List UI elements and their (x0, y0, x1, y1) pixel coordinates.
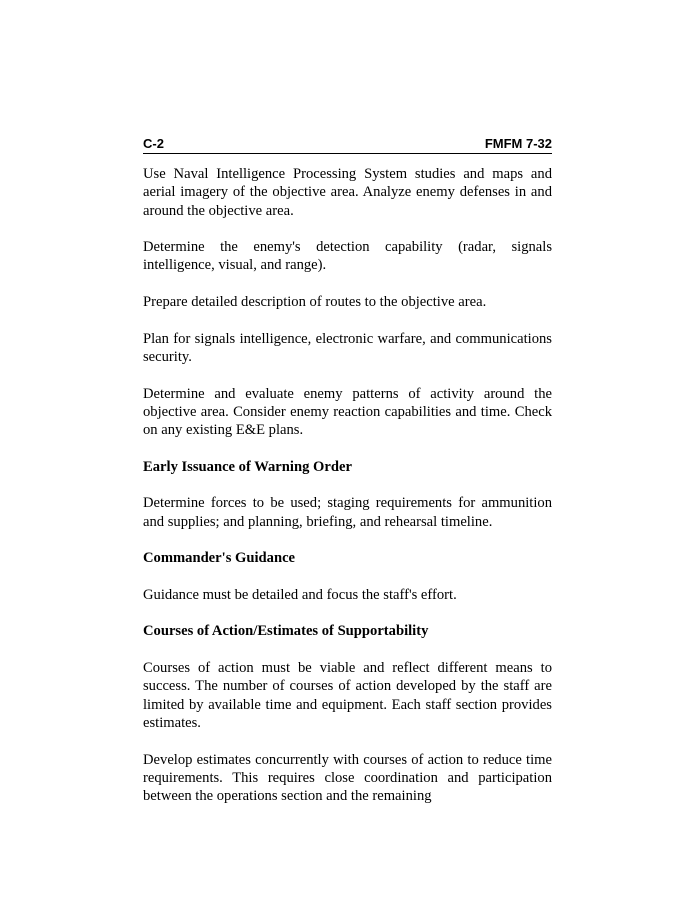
page-header (143, 135, 552, 154)
paragraph-enemy-patterns: Determine and evaluate enemy patterns of activity around the objective area. Consider enemy reaction capabilities and time. Check on any existing E&E plans. (143, 385, 552, 439)
paragraph-forces: Determine forces to be used; staging requirements for ammunition and supplies; and planning, briefing, and rehearsal timeline. (143, 495, 552, 530)
paragraph-guidance: Guidance must be detailed and focus the staff's effort. (143, 586, 457, 603)
page-number: C-2 (143, 136, 164, 151)
paragraph-routes: Prepare detailed description of routes to the objective area. (143, 294, 487, 311)
heading-commanders-guidance: Commander's Guidance (143, 550, 296, 567)
paragraph-detection-capability: Determine the enemy's detection capability (radar, signals intelligence, visual, and range). (143, 239, 552, 274)
paragraph-develop-estimates: Develop estimates concurrently with courses of action to reduce time requirements. This requires close coordination and participation between the operations section and the remaining (143, 751, 552, 805)
publication-id: FMFM 7-32 (484, 136, 552, 151)
heading-warning-order: Early Issuance of Warning Order (143, 458, 352, 475)
paragraph-naval-intelligence: Use Naval Intelligence Processing System studies and maps and aerial imagery of the objective area. Analyze enemy defenses in and around the objective area. (143, 166, 552, 219)
paragraph-signals-intelligence: Plan for signals intelligence, electronic warfare, and communications security. (143, 330, 552, 365)
heading-courses-of-action: Courses of Action/Estimates of Supportability (143, 623, 429, 640)
page-body (143, 165, 552, 824)
paragraph-courses-of-action: Courses of action must be viable and reflect different means to success. The number of courses of action developed by the staff are limited by available time and equipment. Each staff section provides estimates. (143, 660, 552, 731)
